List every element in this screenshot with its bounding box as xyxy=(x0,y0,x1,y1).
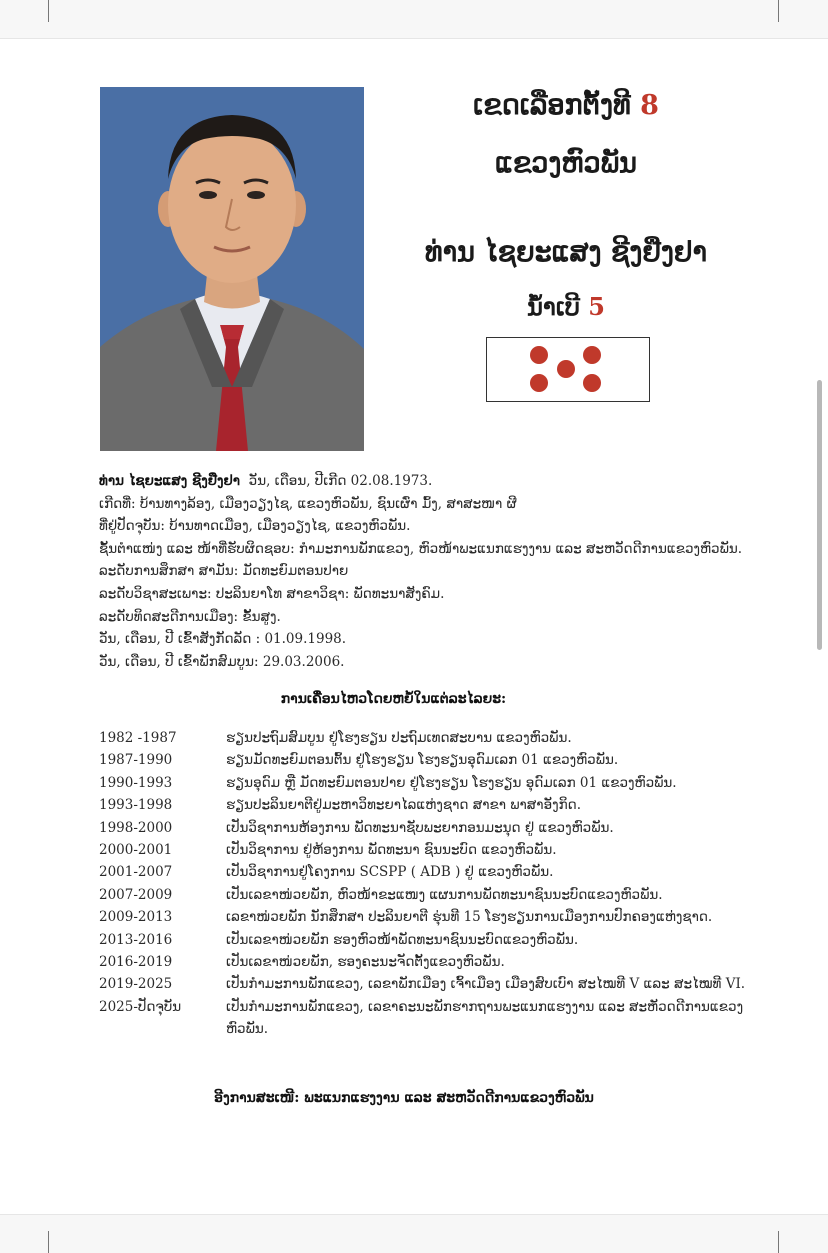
bio-line: ລະດັບການສຶກສາ ສາມັນ: ມັດທະຍົມຕອນປາຍ xyxy=(99,563,349,580)
scrollbar-thumb[interactable] xyxy=(817,380,822,650)
bio-line: ທີ່ຢູ່ປັດຈຸບັນ: ບ້ານທາດເມືອງ, ເມືອງວຽງໄຊ, ແຂວງຫົວພັນ. xyxy=(99,518,411,535)
crop-mark xyxy=(778,0,779,22)
bio-line: ວັນ, ເດືອນ, ປີ ເຂົ້າພັກສົມບູນ: 29.03.2006. xyxy=(99,653,345,670)
career-years: 2025-ປັດຈຸບັນ xyxy=(99,998,182,1015)
bio-line: ວັນ, ເດືອນ, ປີ ເຂົ້າສັງກັດລັດ : 01.09.1998. xyxy=(99,631,347,648)
career-description: ເປັນເລຂາໜ່ວຍພັກ, ຮອງຄະນະຈັດຕັ້ງແຂວງຫົວພັນ. xyxy=(226,954,505,971)
career-years: 2007-2009 xyxy=(99,886,173,903)
career-row xyxy=(99,861,759,883)
career-years: 1987-1990 xyxy=(99,752,173,769)
career-description: ເປັນເລຂາໜ່ວຍພັກ, ຫົວໜ້າຂະແໜງ ແຜນການພັດທະນາຊົນນະບົດແຂວງຫົວພັນ. xyxy=(226,886,663,903)
career-description: ຮຽນອຸດົມ ຫຼື ມັດທະຍົມຕອນປາຍ ຢູ່ໂຮງຮຽນ ໂຮງຮຽນ ອຸດົມເລກ 01 ແຂວງຫົວພັນ. xyxy=(226,774,677,791)
career-years: 2001-2007 xyxy=(99,864,173,881)
career-years: 2009-2013 xyxy=(99,909,173,926)
bio-line: ລະດັບວິຊາສະເພາະ: ປະລິນຍາໂທ ສາຂາວິຊາ: ພັດທະນາສັງຄົມ. xyxy=(99,585,445,602)
bio-line: ຊັ້ນຕໍາແໜ່ງ ແລະ ໜ້າທີ່ຮັບຜິດຊອບ: ກໍາມະການພັກແຂວງ, ຫົວໜ້າພະແນກແຮງງານ ແລະ ສະຫວັດດີການແຂວງຫົວພັນ. xyxy=(99,540,743,557)
proposed-by-footer: ອີງການສະເໜີ: ພະແນກແຮງງານ ແລະ ສະຫວັດດີການແຂວງຫົວພັນ xyxy=(214,1090,594,1106)
bio-line: ລະດັບທິດສະດີການເມືອງ: ຂັ້ນສູງ. xyxy=(99,608,281,625)
career-description: ເປັນວິຊາການ ຢູ່ຫ້ອງການ ພັດທະນາ ຊົນນະບົດ ແຂວງຫົວພັນ. xyxy=(226,842,557,859)
career-row xyxy=(99,973,759,995)
page-bottom-frame xyxy=(0,1214,828,1253)
province-heading: ແຂວງຫົວພັນ xyxy=(495,148,637,179)
career-description: ຮຽນປະລິນຍາຕີຢູ່ມະຫາວິທະຍາໄລແຫ່ງຊາດ ສາຂາ ພາສາອັງກິດ. xyxy=(226,797,582,814)
career-description: ເປັນກໍາມະການພັກແຂວງ, ເລຂາຄະນະພັກຮາກຖານພະແນກແຮງງານ ແລະ ສະຫັວດດີການແຂວງ ຫົວພັນ. xyxy=(226,998,744,1038)
career-years: 1998-2000 xyxy=(99,819,173,836)
career-years: 2016-2019 xyxy=(99,954,173,971)
career-row xyxy=(99,772,759,794)
constituency-number: 8 xyxy=(640,90,659,121)
career-row xyxy=(99,951,759,973)
crop-mark xyxy=(48,0,49,22)
candidate-number-heading: ນໍ້າເບີ 5 xyxy=(527,292,605,321)
crop-mark xyxy=(48,1231,49,1253)
ballot-dot xyxy=(583,346,601,364)
career-row xyxy=(99,884,759,906)
career-description: ເລຂາໜ່ວຍພັກ ນັກສຶກສາ ປະລິນຍາຕີ ຮຸ່ນທີ 15 ໂຮງຮຽນການເມືອງການປົກຄອງແຫ່ງຊາດ. xyxy=(226,909,713,926)
career-row xyxy=(99,906,759,928)
career-description: ເປັນວິຊາການຫ້ອງການ ພັດທະນາຊັບພະຍາກອນມະນຸດ ຢູ່ ແຂວງຫົວພັນ. xyxy=(226,819,614,836)
career-years: 1990-1993 xyxy=(99,774,173,791)
career-years: 1982 -1987 xyxy=(99,730,177,746)
constituency-heading: ເຂດເລືອກຕັ້ງທີ 8 xyxy=(473,90,659,121)
bio-birth: ວັນ, ເດືອນ, ປີເກີດ 02.08.1973. xyxy=(248,473,433,489)
career-description: ເປັນວິຊາການຢູ່ໂຄງການ SCSPP ( ADB ) ຢູ່ ແຂວງຫົວພັນ. xyxy=(226,864,554,881)
ballot-dot xyxy=(557,360,575,378)
career-row xyxy=(99,727,759,749)
career-description: ຮຽນປະຖົມສົມບູນ ຢູ່ໂຮງຮຽນ ປະຖົມເທດສະບານ ແຂວງຫົວພັນ. xyxy=(226,730,572,746)
portrait-image xyxy=(100,87,364,451)
career-description: ຮຽນມັດທະຍົມຕອນຕົ້ນ ຢູ່ໂຮງຮຽນ ໂຮງຮຽນອຸດົມເລກ 01 ແຂວງຫົວພັນ. xyxy=(226,752,619,769)
career-list xyxy=(99,727,759,1041)
career-years: 2013-2016 xyxy=(99,931,173,948)
bio-line: ເກີດທີ່: ບ້ານທາງລ້ອງ, ເມືອງວຽງໄຊ, ແຂວງຫົວພັນ, ຊົນເຜົ່າ ມົ້ງ, ສາສະໜາ ຜີ xyxy=(99,495,517,512)
ballot-dot xyxy=(530,346,548,364)
bio-name-line xyxy=(99,470,779,493)
career-years: 1993-1998 xyxy=(99,797,173,814)
career-row xyxy=(99,996,759,1041)
ballot-dot xyxy=(583,374,601,392)
ballot-number-box xyxy=(486,337,650,402)
crop-mark xyxy=(778,1231,779,1253)
biography-section xyxy=(99,470,779,673)
career-years: 2000-2001 xyxy=(99,842,173,859)
career-description: ເປັນເລຂາໜ່ວຍພັກ ຮອງຫົວໜ້າພັດທະນາຊົນນະບົດແຂວງຫົວພັນ. xyxy=(226,931,579,948)
bio-name: ທ່ານ ໄຊຍະແສງ ຊີງຢືງຢາ xyxy=(99,473,241,489)
career-description: ເປັນກໍາມະການພັກແຂວງ, ເລຂາພັກເມືອງ ເຈົ້າເມືອງ ເມືອງສົບເບົາ ສະໄໝທີ V ແລະ ສະໄໝທີ VI. xyxy=(226,976,746,993)
candidate-name-heading: ທ່ານ ໄຊຍະແສງ ຊີງຢືງຢາ xyxy=(424,237,708,268)
career-row xyxy=(99,749,759,771)
candidate-photo xyxy=(100,87,364,451)
ballot-dot xyxy=(530,374,548,392)
career-years: 2019-2025 xyxy=(99,976,173,993)
career-row xyxy=(99,929,759,951)
career-row xyxy=(99,839,759,861)
page-top-frame xyxy=(0,0,828,39)
candidate-number: 5 xyxy=(588,292,605,321)
career-section-title: ການເຄື່ອນໄຫວໂດຍຫຍໍ້ໃນແຕ່ລະໄລຍະ: xyxy=(280,691,507,707)
career-row xyxy=(99,817,759,839)
career-row xyxy=(99,794,759,816)
